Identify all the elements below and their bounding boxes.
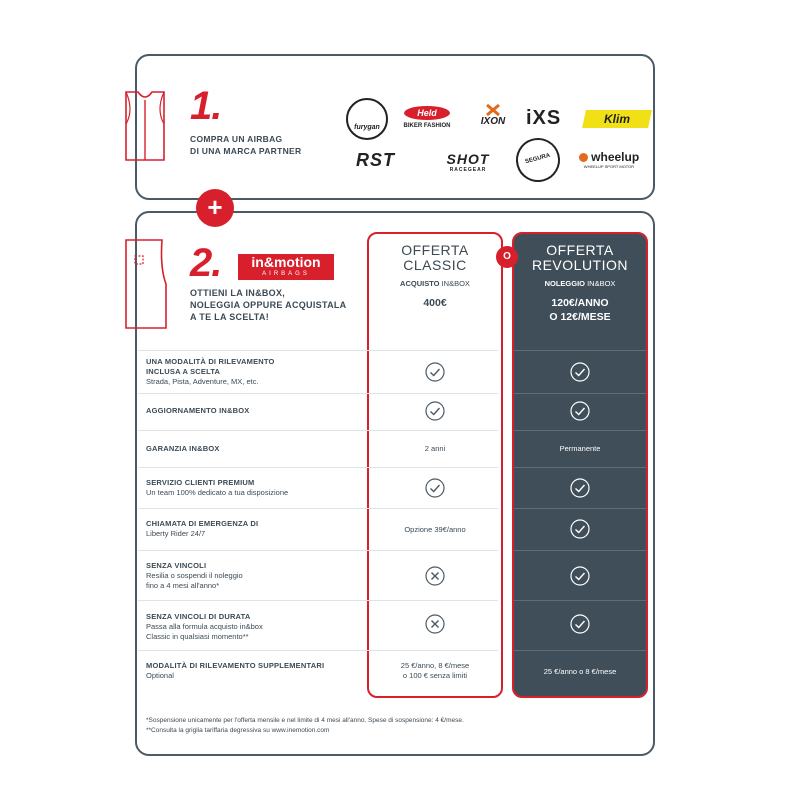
classic-title-line2: CLASSIC: [403, 257, 467, 273]
row-divider: [138, 467, 498, 468]
row-divider: [138, 350, 498, 351]
check-icon: [425, 478, 445, 498]
partner-logo-furygan: furygan: [346, 98, 388, 140]
step1-text: [190, 133, 301, 157]
check-icon: [425, 362, 445, 382]
shot-wordmark: SHOT: [446, 151, 490, 167]
wheelup-dot-icon: [579, 153, 588, 162]
segura-wordmark: SEGURA: [524, 152, 551, 166]
row-divider: [514, 467, 646, 468]
partner-logo-shot: [438, 151, 498, 173]
row-divider: [514, 550, 646, 551]
row-label-bold: SENZA VINCOLI: [146, 561, 207, 570]
row-divider: [138, 600, 498, 601]
wheelup-subtitle: WHEELUP SPORT MOTOR: [583, 164, 635, 169]
row-label-text: fino a 4 mesi all'anno*: [146, 581, 220, 590]
revolution-subtitle: [512, 279, 648, 288]
plus-connector: +: [196, 189, 234, 227]
footnote: *Sospensione unicamente per l'offerta mensile e nel limite di 4 mesi all'anno. Spese di sospensione: 4 €/mese.: [146, 717, 464, 724]
table-row-label: [146, 406, 361, 416]
wheelup-wordmark: wheelup: [591, 150, 640, 164]
step2-text-line2: NOLEGGIA OPPURE ACQUISTALA: [190, 300, 347, 310]
classic-cell-text: [367, 661, 503, 681]
row-label-text: Classic in qualsiasi momento**: [146, 632, 249, 641]
row-label-bold: CHIAMATA DI EMERGENZA DI: [146, 519, 259, 528]
row-label-text: Un team 100% dedicato a tua disposizione: [146, 488, 289, 497]
held-subtitle: BIKER FASHION: [403, 123, 451, 129]
partner-logo-ixon: [468, 104, 518, 127]
step1-text-line2: DI UNA MARCA PARTNER: [190, 146, 302, 156]
revolution-price-line1: 120€/ANNO: [551, 297, 609, 309]
table-row-label: [146, 661, 361, 681]
row-divider: [138, 550, 498, 551]
row-divider: [138, 393, 498, 394]
check-icon: [570, 401, 590, 421]
revolution-subtitle-bold: NOLEGGIO: [544, 279, 585, 288]
row-label-bold: SERVIZIO CLIENTI PREMIUM: [146, 478, 255, 487]
classic-cell-line: 25 €/anno, 8 €/mese: [400, 661, 470, 670]
partner-logo-rst: RST: [356, 150, 395, 170]
airbag-vest-icon: [122, 90, 168, 162]
revolution-price: [512, 296, 648, 324]
check-icon: [570, 519, 590, 539]
cross-icon: [425, 566, 445, 586]
row-label-bold: UNA MODALITÀ DI RILEVAMENTO: [146, 357, 275, 366]
revolution-title: [512, 243, 648, 273]
step2-number: 2.: [190, 241, 222, 285]
row-label-bold: MODALITÀ DI RILEVAMENTO SUPPLEMENTARI: [146, 661, 325, 670]
classic-subtitle-bold: ACQUISTO: [400, 279, 440, 288]
ixon-emblem-icon: [486, 104, 500, 116]
row-label-text: Passa alla formula acquisto in&box: [146, 622, 263, 631]
classic-price: 400€: [423, 297, 447, 309]
cross-icon: [425, 614, 445, 634]
revolution-price-line2: O 12€/MESE: [549, 311, 611, 323]
table-row-label: [146, 444, 361, 454]
row-divider: [514, 650, 646, 651]
row-divider: [138, 650, 498, 651]
revolution-title-line1: OFFERTA: [546, 242, 614, 258]
row-label-text: Optional: [146, 671, 174, 680]
or-badge: O: [496, 246, 518, 268]
classic-cell-text: 2 anni: [424, 444, 446, 453]
inmotion-logo: [238, 254, 334, 280]
row-label-text: Liberty Rider 24/7: [146, 529, 206, 538]
check-icon: [570, 362, 590, 382]
row-divider: [514, 600, 646, 601]
row-divider: [138, 508, 498, 509]
classic-subtitle-text: IN&BOX: [441, 279, 470, 288]
classic-cell-line: o 100 € senza limiti: [402, 671, 468, 680]
partner-logo-wheelup: [576, 150, 642, 169]
step2-text-line1: OTTIENI LA IN&BOX,: [190, 288, 286, 298]
inbox-device-icon: [122, 238, 168, 330]
table-row-label: [146, 612, 361, 642]
partner-logo-ixs: iXS: [526, 107, 562, 129]
step1-number: 1.: [190, 84, 222, 128]
step1-text-line1: COMPRA UN AIRBAG: [190, 134, 283, 144]
row-divider: [514, 350, 646, 351]
table-row-label: [146, 478, 361, 498]
ixon-wordmark: IXON: [480, 116, 506, 127]
check-icon: [570, 478, 590, 498]
row-label-bold: GARANZIA IN&BOX: [146, 444, 220, 453]
revolution-subtitle-text: IN&BOX: [587, 279, 616, 288]
inmotion-wordmark: in&motion: [251, 254, 321, 270]
row-divider: [514, 508, 646, 509]
partner-logo-klim: [582, 110, 652, 128]
check-icon: [425, 401, 445, 421]
row-divider: [514, 393, 646, 394]
partner-logo-held: [396, 106, 458, 129]
revolution-title-line2: REVOLUTION: [531, 257, 628, 273]
footnote: **Consulta la griglia tariffaria degressiva su www.inemotion.com: [146, 727, 330, 734]
step2-text-line3: A TE LA SCELTA!: [190, 312, 269, 322]
check-icon: [570, 566, 590, 586]
row-divider: [514, 430, 646, 431]
check-icon: [570, 614, 590, 634]
classic-title-line1: OFFERTA: [401, 242, 469, 258]
revolution-cell-text: Permanente: [559, 444, 601, 453]
row-divider: [138, 430, 498, 431]
classic-subtitle: [367, 279, 503, 288]
row-label-text: Resilia o sospendi il noleggio: [146, 571, 243, 580]
step2-text: [190, 287, 346, 323]
table-row-label: [146, 561, 361, 591]
shot-subtitle: RACEGEAR: [449, 167, 487, 173]
row-label-text: Strada, Pista, Adventure, MX, etc.: [146, 377, 259, 386]
inmotion-subtitle: AIRBAGS: [262, 271, 310, 277]
table-row-label: [146, 357, 361, 387]
row-label-bold: SENZA VINCOLI DI DURATA: [146, 612, 251, 621]
held-wordmark: Held: [404, 106, 450, 120]
row-label-bold: INCLUSA A SCELTA: [146, 367, 221, 376]
revolution-cell-text: 25 €/anno o 8 €/mese: [543, 667, 617, 676]
klim-wordmark: Klim: [603, 112, 630, 126]
classic-title: [367, 243, 503, 273]
classic-cell-text: Opzione 39€/anno: [404, 525, 466, 534]
row-label-bold: AGGIORNAMENTO IN&BOX: [146, 406, 250, 415]
table-row-label: [146, 519, 361, 539]
